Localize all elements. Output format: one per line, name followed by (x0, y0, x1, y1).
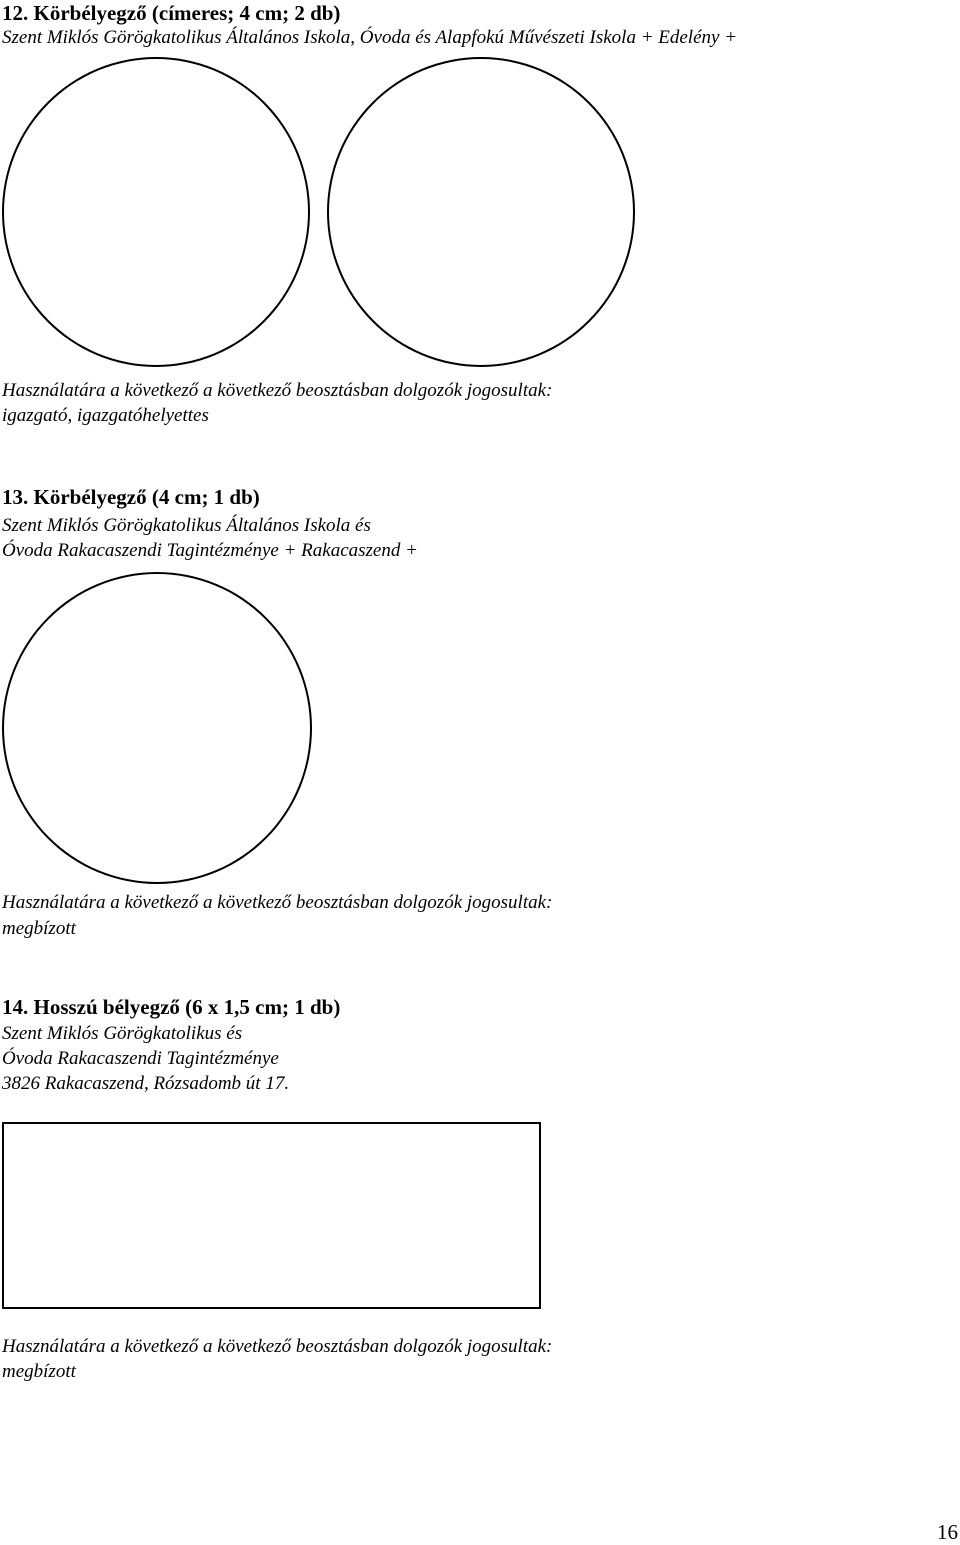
section-13-description-line-2: Óvoda Rakacaszendi Tagintézménye + Rakacaszend + (2, 540, 418, 561)
section-12-usage-value: igazgató, igazgatóhelyettes (2, 405, 209, 426)
page-number: 16 (937, 1520, 958, 1544)
stamp-placeholder-rectangle (2, 1122, 541, 1309)
section-14-description-line-1: Szent Miklós Görögkatolikus és (2, 1023, 243, 1044)
stamp-placeholder-circle-1 (2, 57, 310, 367)
section-14-usage-label: Használatára a következő a következő beosztásban dolgozók jogosultak: (2, 1336, 553, 1357)
section-13-title: 13. Körbélyegző (4 cm; 1 db) (2, 485, 260, 509)
stamp-placeholder-circle-3 (2, 572, 312, 884)
section-12-description: Szent Miklós Görögkatolikus Általános Iskola, Óvoda és Alapfokú Művészeti Iskola + Edelény + (2, 27, 738, 48)
section-14-description-line-2: Óvoda Rakacaszendi Tagintézménye (2, 1048, 279, 1069)
section-14-description-line-3: 3826 Rakacaszend, Rózsadomb út 17. (2, 1073, 290, 1094)
section-12-title: 12. Körbélyegző (címeres; 4 cm; 2 db) (2, 1, 341, 25)
section-14-usage-value: megbízott (2, 1361, 76, 1382)
section-13-usage-label: Használatára a következő a következő beosztásban dolgozók jogosultak: (2, 892, 553, 913)
stamp-placeholder-circle-2 (327, 57, 635, 367)
section-13-usage-value: megbízott (2, 918, 76, 939)
section-14-title: 14. Hosszú bélyegző (6 x 1,5 cm; 1 db) (2, 995, 341, 1019)
section-12-usage-label: Használatára a következő a következő beosztásban dolgozók jogosultak: (2, 380, 553, 401)
section-13-description-line-1: Szent Miklós Görögkatolikus Általános Iskola és (2, 515, 371, 536)
